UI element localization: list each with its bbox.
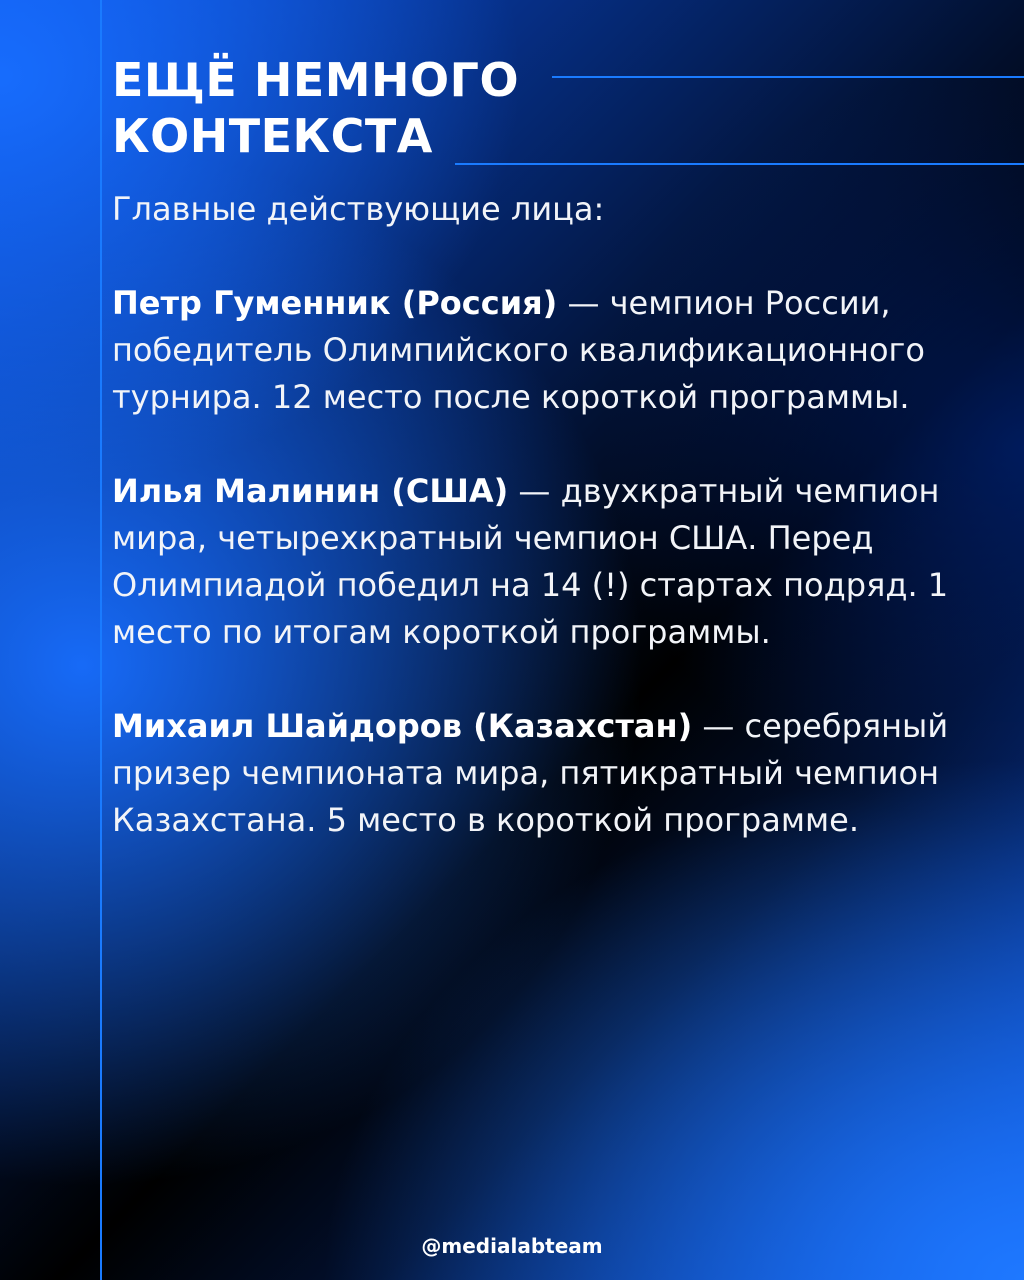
person-description: — серебряный призер чемпионата мира, пятикратный чемпион Казахстана. 5 место в короткой программе. [112, 707, 949, 839]
person-shaidorov [112, 703, 992, 844]
title-accent-line-2 [455, 163, 1024, 165]
person-malinin [112, 468, 992, 656]
person-gumennik [112, 280, 992, 421]
person-name: Михаил Шайдоров (Казахстан) [112, 707, 693, 745]
person-name: Илья Малинин (США) [112, 472, 509, 510]
vertical-accent-line [100, 0, 102, 1280]
person-description: — двухкратный чемпион мира, четырехкратный чемпион США. Перед Олимпиадой победил на 14 (!) стартах подряд. 1 место по итогам короткой программы. [112, 472, 949, 651]
title-line-2: КОНТЕКСТА [112, 109, 433, 163]
intro-text: Главные действующие лица: [112, 190, 605, 228]
content-body [112, 186, 992, 891]
title-line-1: ЕЩЁ НЕМНОГО [112, 53, 520, 107]
title-accent-line-1 [552, 76, 1024, 78]
footer-handle: @medialabteam [421, 1234, 603, 1258]
person-description: — чемпион России, победитель Олимпийского квалификационного турнира. 12 место после короткой программы. [112, 284, 925, 416]
page-title [112, 52, 519, 164]
person-name: Петр Гуменник (Россия) [112, 284, 558, 322]
